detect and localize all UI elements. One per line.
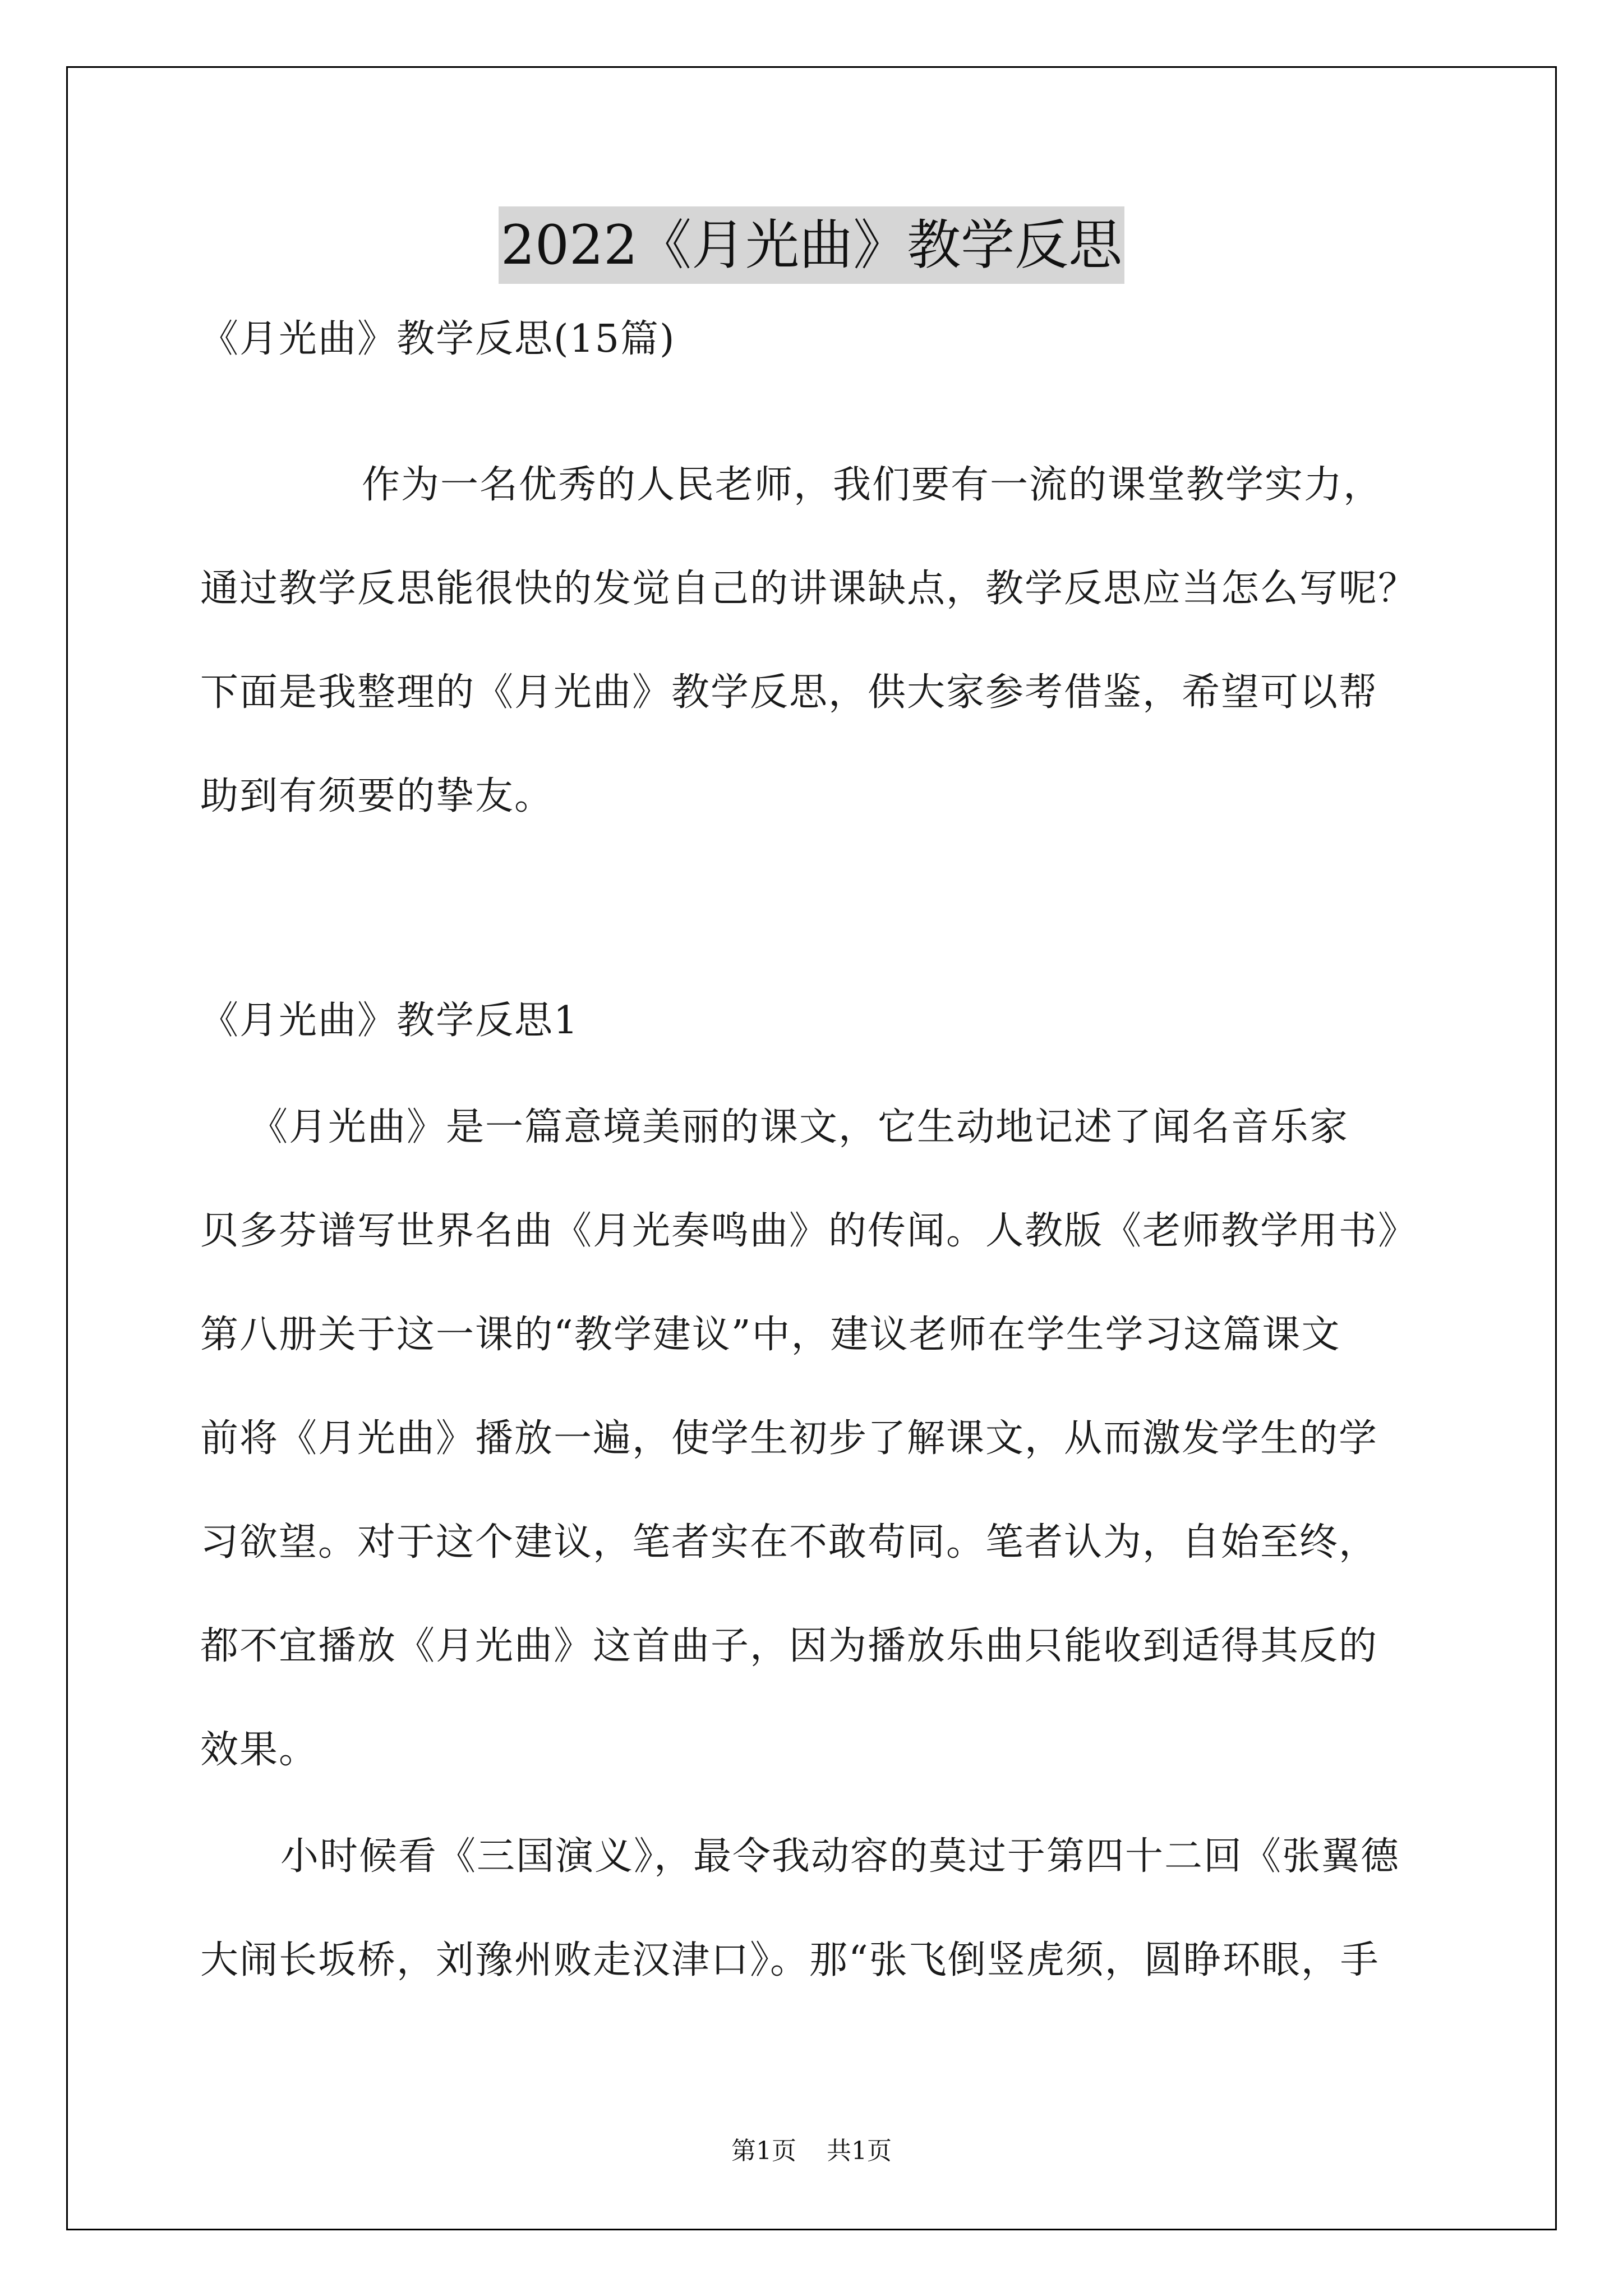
page-number: 第1页 [731, 2137, 796, 2165]
paragraph2-line-2: 大闹长坂桥，刘豫州败走汉津口》。那“张飞倒竖虎须，圆睁环眼，手 [200, 1938, 1380, 1982]
section-heading: 《月光曲》教学反思1 [200, 999, 579, 1043]
paragraph1-line-7: 效果。 [200, 1728, 319, 1772]
paragraph1-line-1: 《月光曲》是一篇意境美丽的课文，它生动地记述了闻名音乐家 [250, 1105, 1349, 1149]
intro-line-4: 助到有须要的挚友。 [200, 774, 554, 818]
intro-line-3: 下面是我整理的《月光曲》教学反思，供大家参考借鉴，希望可以帮 [200, 670, 1378, 715]
document-subtitle: 《月光曲》教学反思(15篇) [200, 317, 676, 361]
page-footer [0, 2134, 1623, 2168]
paragraph1-line-5: 习欲望。对于这个建议，笔者实在不敢苟同。笔者认为，自始至终， [200, 1520, 1378, 1565]
title-container [0, 206, 1623, 284]
document-title: 2022《月光曲》教学反思 [499, 206, 1124, 284]
intro-line-1: 作为一名优秀的人民老师，我们要有一流的课堂教学实力， [362, 463, 1383, 507]
paragraph2-line-1: 小时候看《三国演义》，最令我动容的莫过于第四十二回《张翼德 [280, 1834, 1400, 1879]
paragraph1-line-2: 贝多芬谱写世界名曲《月光奏鸣曲》的传闻。人教版《老师教学用书》 [200, 1209, 1418, 1253]
paragraph1-line-6: 都不宜播放《月光曲》这首曲子，因为播放乐曲只能收到适得其反的 [200, 1624, 1378, 1668]
paragraph1-line-4: 前将《月光曲》播放一遍，使学生初步了解课文，从而激发学生的学 [200, 1416, 1378, 1461]
intro-line-2: 通过教学反思能很快的发觉自己的讲课缺点，教学反思应当怎么写呢？ [200, 567, 1418, 611]
page-total: 共1页 [827, 2137, 892, 2165]
paragraph1-line-3: 第八册关于这一课的“教学建议”中，建议老师在学生学习这篇课文 [200, 1313, 1341, 1357]
